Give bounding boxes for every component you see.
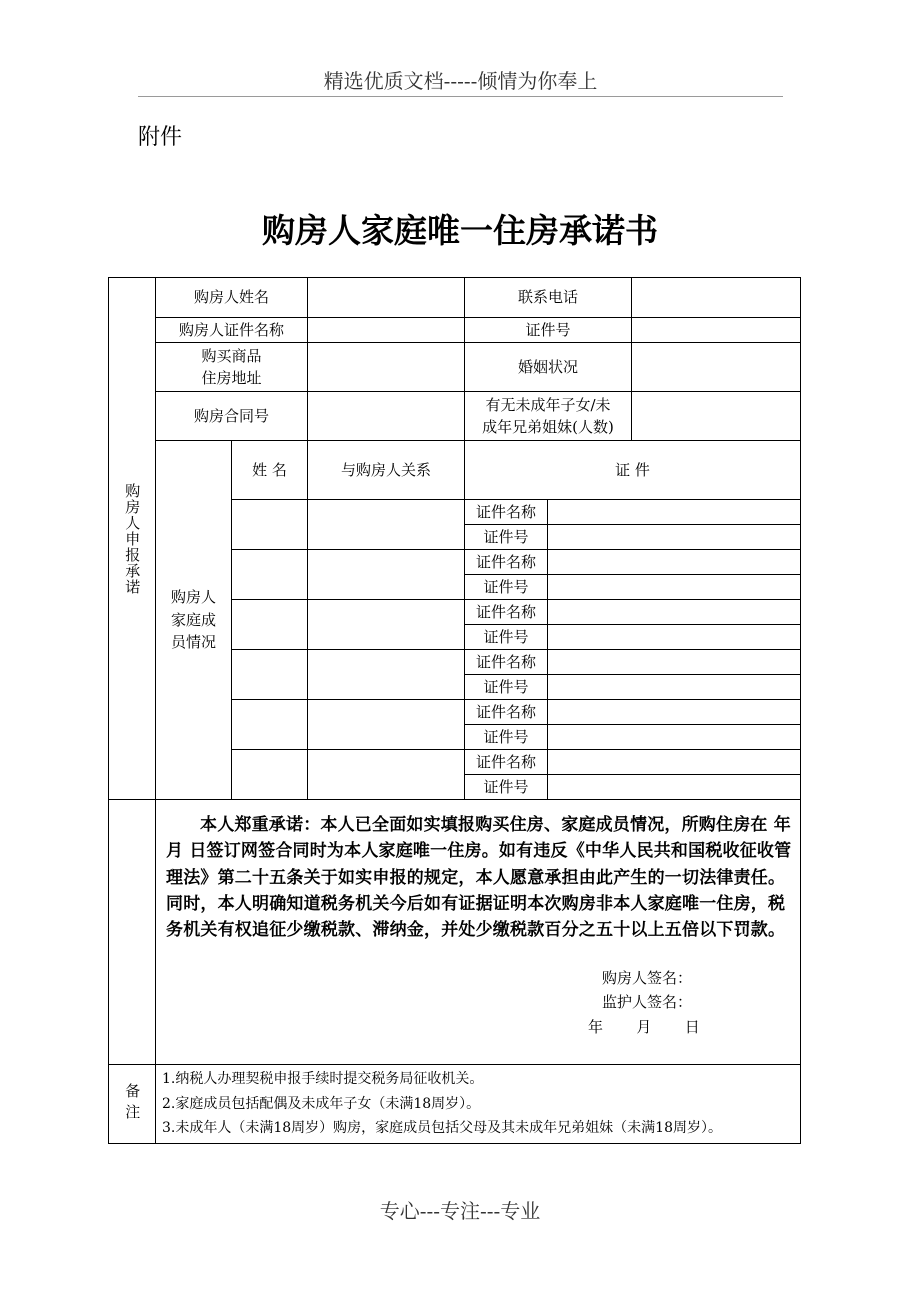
member-id-name-input[interactable] — [548, 650, 801, 675]
member-id-no-input[interactable] — [548, 775, 801, 800]
member-id-no-label: 证件号 — [465, 575, 548, 600]
member-id-name-label: 证件名称 — [465, 600, 548, 625]
member-id-name-label: 证件名称 — [465, 550, 548, 575]
member-name-input[interactable] — [232, 700, 308, 750]
id-no-input[interactable] — [632, 318, 801, 343]
buyer-name-input[interactable] — [308, 278, 465, 318]
address-label — [156, 343, 308, 392]
minors-label-line1: 有无未成年子女/未 — [485, 395, 611, 414]
phone-label: 联系电话 — [465, 278, 632, 318]
note-item: 3.未成年人（未满18周岁）购房，家庭成员包括父母及其未成年兄弟姐妹（未满18周岁）。 — [162, 1120, 722, 1136]
member-id-no-input[interactable] — [548, 675, 801, 700]
id-type-input[interactable] — [308, 318, 465, 343]
family-label-line1: 购房人 — [170, 588, 216, 607]
page-footer: 专心---专注---专业 — [379, 1199, 541, 1223]
id-type-label: 购房人证件名称 — [156, 318, 308, 343]
address-label-line2: 住房地址 — [201, 369, 262, 387]
family-label — [156, 441, 232, 800]
notes-label-cell — [109, 1065, 156, 1144]
buyer-signature[interactable]: 购房人签名： — [602, 968, 693, 987]
col-id-header: 证 件 — [465, 441, 801, 500]
member-id-name-label: 证件名称 — [465, 500, 548, 525]
section-label: 购房人申报承诺 — [123, 482, 142, 595]
marital-label: 婚姻状况 — [465, 343, 632, 392]
member-id-name-label: 证件名称 — [465, 650, 548, 675]
guardian-signature[interactable]: 监护人签名： — [602, 993, 693, 1012]
contract-no-input[interactable] — [308, 392, 465, 441]
minors-input[interactable] — [632, 392, 801, 441]
member-relation-input[interactable] — [308, 650, 465, 700]
col-name-header: 姓 名 — [232, 441, 308, 500]
member-id-no-label: 证件号 — [465, 675, 548, 700]
section-label-cell — [109, 278, 156, 800]
member-id-no-input[interactable] — [548, 575, 801, 600]
note-item: 1.纳税人办理契税申报手续时提交税务局征收机关。 — [162, 1071, 484, 1087]
pledge-text: 本人郑重承诺：本人已全面如实填报购买住房、家庭成员情况，所购住房在 年 月 日签订网签合同时为本人家庭唯一住房。如有违反《中华人民共和国税收征收管理法》第二十五条关于如实申报的规定，本人愿意承担由此产生的一切法律责任。同时，本人明确知道税务机关今后如有证据证明本次购房非本人家庭唯一住房，税务机关有权追征少缴税款、滞纳金，并处少缴税款百分之五十以上五倍以下罚款。 — [166, 815, 792, 941]
minors-label-line2: 成年兄弟姐妹(人数) — [482, 418, 614, 436]
member-relation-input[interactable] — [308, 600, 465, 650]
member-id-name-label: 证件名称 — [465, 750, 548, 775]
family-label-line3: 员情况 — [170, 633, 216, 652]
member-relation-input[interactable] — [308, 750, 465, 800]
attachment-label: 附件 — [138, 125, 183, 150]
marital-input[interactable] — [632, 343, 801, 392]
member-id-no-label: 证件号 — [465, 775, 548, 800]
address-label-line1: 购买商品 — [201, 346, 262, 365]
signature-date[interactable]: 年 月 日 — [588, 1018, 700, 1037]
phone-input[interactable] — [632, 278, 801, 318]
pledge-cell — [156, 800, 801, 1065]
member-id-name-input[interactable] — [548, 750, 801, 775]
member-name-input[interactable] — [232, 750, 308, 800]
pledge-form — [108, 277, 801, 1144]
member-name-input[interactable] — [232, 550, 308, 600]
signature-block — [166, 966, 794, 1040]
contract-no-label: 购房合同号 — [156, 392, 308, 441]
member-id-no-input[interactable] — [548, 525, 801, 550]
member-id-no-label: 证件号 — [465, 525, 548, 550]
minors-label — [465, 392, 632, 441]
address-input[interactable] — [308, 343, 465, 392]
notes-cell — [156, 1065, 801, 1144]
member-id-no-input[interactable] — [548, 725, 801, 750]
note-item: 2.家庭成员包括配偶及未成年子女（未满18周岁）。 — [162, 1095, 481, 1112]
family-label-line2: 家庭成 — [170, 610, 216, 629]
member-id-name-label: 证件名称 — [465, 700, 548, 725]
member-relation-input[interactable] — [308, 500, 465, 550]
col-relation-header: 与购房人关系 — [308, 441, 465, 500]
page-header: 精选优质文档-----倾情为你奉上 — [138, 66, 783, 97]
member-name-input[interactable] — [232, 500, 308, 550]
buyer-name-label: 购房人姓名 — [156, 278, 308, 318]
member-id-no-label: 证件号 — [465, 625, 548, 650]
notes-label: 备注 — [123, 1082, 142, 1125]
member-name-input[interactable] — [232, 650, 308, 700]
member-id-no-input[interactable] — [548, 625, 801, 650]
pledge-side-cell — [109, 800, 156, 1065]
member-id-name-input[interactable] — [548, 700, 801, 725]
member-relation-input[interactable] — [308, 550, 465, 600]
member-relation-input[interactable] — [308, 700, 465, 750]
member-id-no-label: 证件号 — [465, 725, 548, 750]
member-name-input[interactable] — [232, 600, 308, 650]
member-id-name-input[interactable] — [548, 500, 801, 525]
id-no-label: 证件号 — [465, 318, 632, 343]
page-title: 购房人家庭唯一住房承诺书 — [262, 211, 658, 250]
member-id-name-input[interactable] — [548, 550, 801, 575]
member-id-name-input[interactable] — [548, 600, 801, 625]
